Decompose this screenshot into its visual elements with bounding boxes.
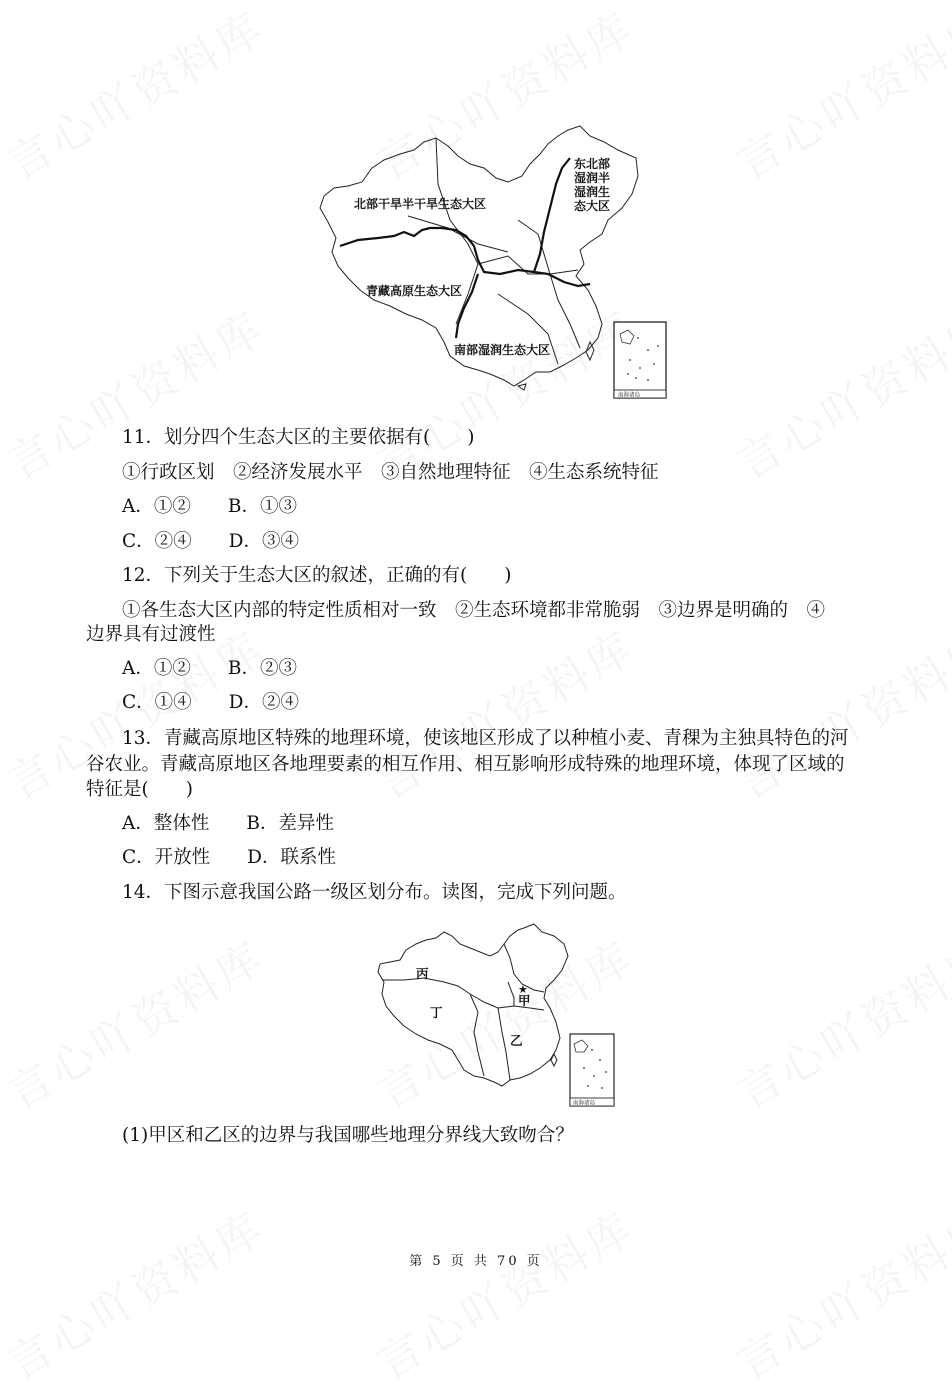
region-boundary [498,1008,510,1080]
q13-choices-ab: A．整体性 B．差异性 [122,813,334,834]
page-footer: 第 5 页 共 70 页 [409,1254,543,1269]
watermark [723,292,952,491]
china-outline [378,924,568,1086]
label-jia: 甲 [518,993,531,1008]
label-northeast-4: 态大区 [574,199,611,213]
q13-stem-1: 13．青藏高原地区特殊的地理环境，使该地区形成了以种植小麦、青稞为主独具特色的河 [122,728,849,749]
label-tibet: 青藏高原生态大区 [366,284,463,298]
province-line [408,216,508,252]
region-boundary [470,994,484,1076]
q14-stem: 14．下图示意我国公路一级区划分布。读图，完成下列问题。 [122,882,627,903]
watermark [723,922,952,1121]
q12-stem: 12．下列关于生态大区的叙述，正确的有( ) [122,565,512,586]
q13-choices-cd: C．开放性 D．联系性 [122,847,336,868]
boundary-northeast [534,158,570,272]
watermark [0,922,275,1121]
label-northeast-1: 东北部 [574,157,611,171]
highway-region-map [374,922,620,1108]
q13-stem-2: 谷农业。青藏高原地区各地理要素的相互作用、相互影响形成特殊的地理环境，体现了区域的 [86,754,845,775]
q12-choices-ab: A．①② B．②③ [122,658,297,679]
q13-stem-3: 特征是( ) [86,779,193,800]
star-icon: ★ [518,983,528,996]
q11-stem: 11．划分四个生态大区的主要依据有( ) [122,427,475,448]
watermark [363,1192,644,1391]
watermark [363,612,644,811]
label-northeast-2: 湿润半 [574,171,611,185]
watermark [723,1192,952,1391]
label-northeast-3: 湿润生 [574,185,611,199]
region-boundary [508,982,514,1006]
watermark [723,0,952,192]
q14-sub1: (1)甲区和乙区的边界与我国哪些地理分界线大致吻合？ [122,1125,574,1146]
q12-choices-cd: C．①④ D．②④ [122,692,299,713]
south-china-sea-inset [570,1034,614,1107]
q12-options-1: ①各生态大区内部的特定性质相对一致 ②生态环境都非常脆弱 ③边界是明确的 ④ [122,600,826,621]
region-boundary [470,994,544,1010]
q12-options-2: 边界具有过渡性 [86,624,216,645]
label-ding: 丁 [430,1005,443,1020]
inset-label: 南海诸岛 [618,392,641,399]
label-bing: 丙 [416,966,429,981]
q11-choices-cd: C．②④ D．③④ [122,531,299,552]
q11-choices-ab: A．①② B．①③ [122,496,297,517]
watermark [0,1192,275,1391]
inset-label: 南海诸岛 [573,1100,596,1107]
eco-region-map [318,124,674,402]
label-south: 南部湿润生态大区 [454,343,551,357]
q11-options: ①行政区划 ②经济发展水平 ③自然地理特征 ④生态系统特征 [122,462,659,483]
label-yi: 乙 [510,1033,523,1048]
watermark [723,612,952,811]
label-north: 北部干旱半干旱生态大区 [354,197,487,211]
watermark [0,0,275,192]
south-china-sea-inset [614,322,666,399]
